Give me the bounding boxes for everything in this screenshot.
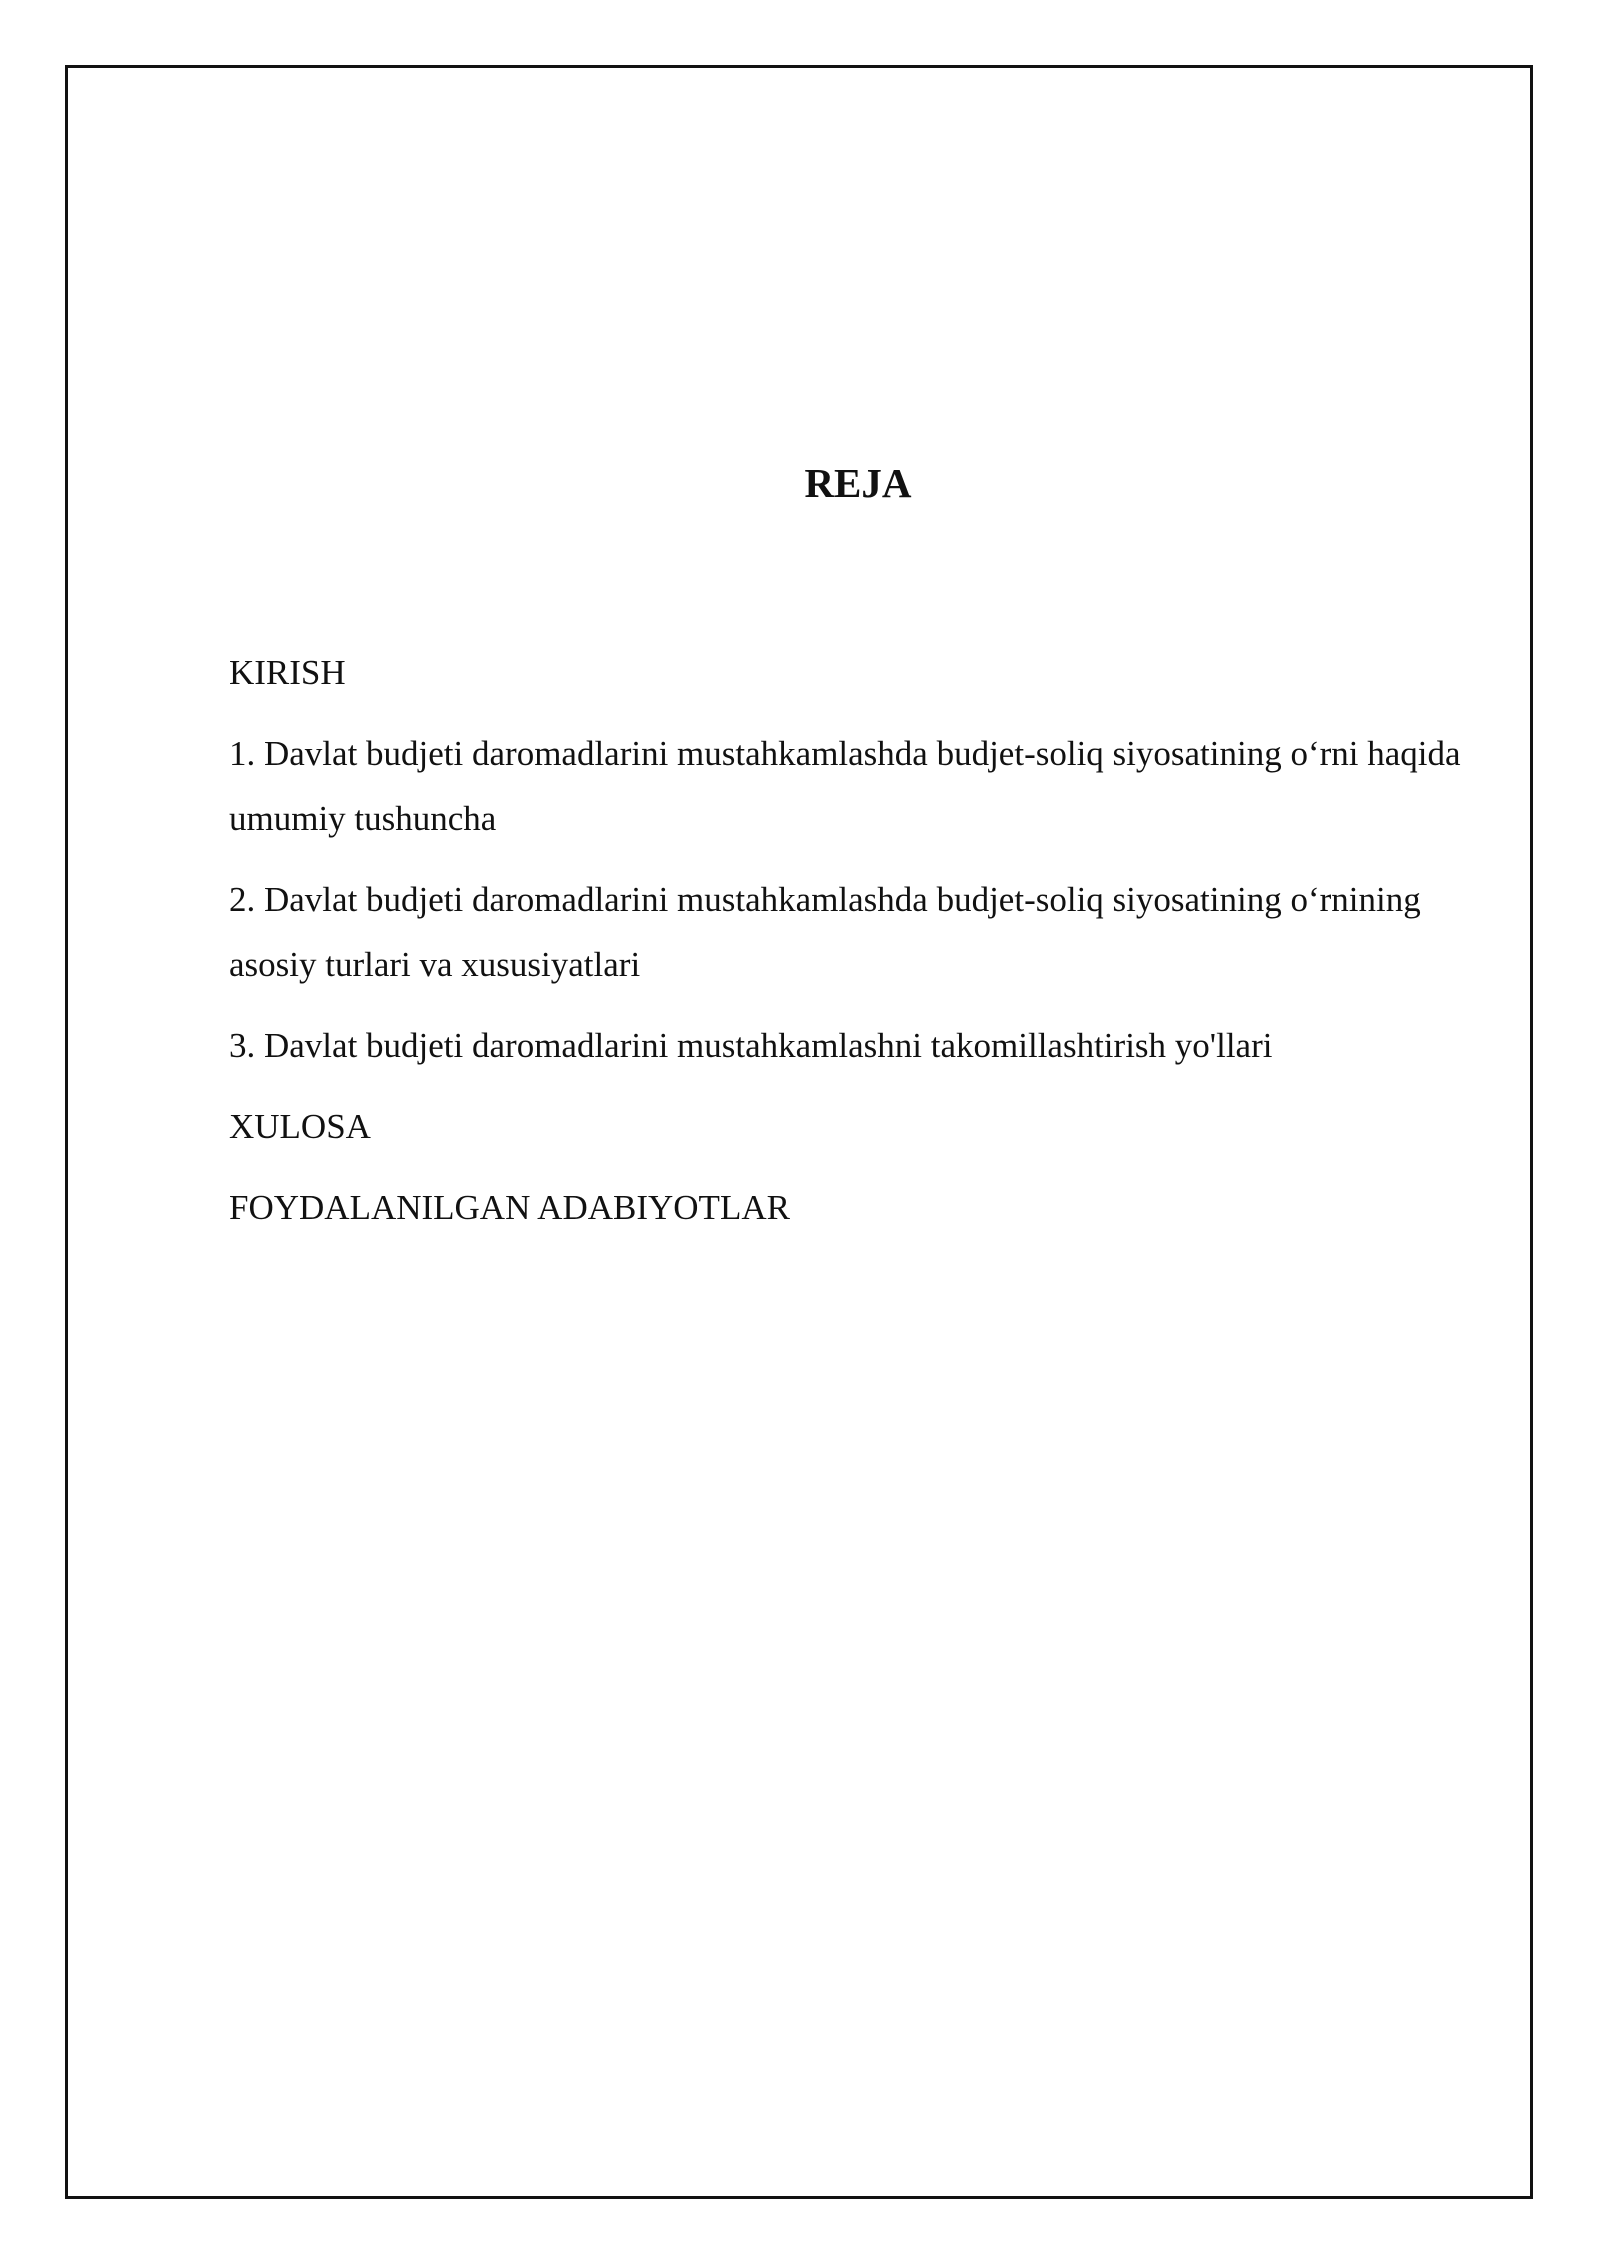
page-title: REJA — [804, 460, 912, 506]
plan-list — [229, 640, 1469, 1256]
plan-item-2: 2. Davlat budjeti daromadlarini mustahkamlashda budjet-soliq siyosatining o‘rnining asosiy turlari va xususiyatlari — [229, 880, 1421, 984]
plan-item-1: 1. Davlat budjeti daromadlarini mustahkamlashda budjet-soliq siyosatining o‘rni haqida umumiy tushuncha — [229, 734, 1461, 838]
plan-item-references: FOYDALANILGAN ADABIYOTLAR — [229, 1188, 790, 1227]
plan-item-introduction: KIRISH — [229, 653, 346, 692]
plan-item-3: 3. Davlat budjeti daromadlarini mustahkamlashni takomillashtirish yo'llari — [229, 1026, 1273, 1065]
plan-item-conclusion: XULOSA — [229, 1107, 371, 1146]
